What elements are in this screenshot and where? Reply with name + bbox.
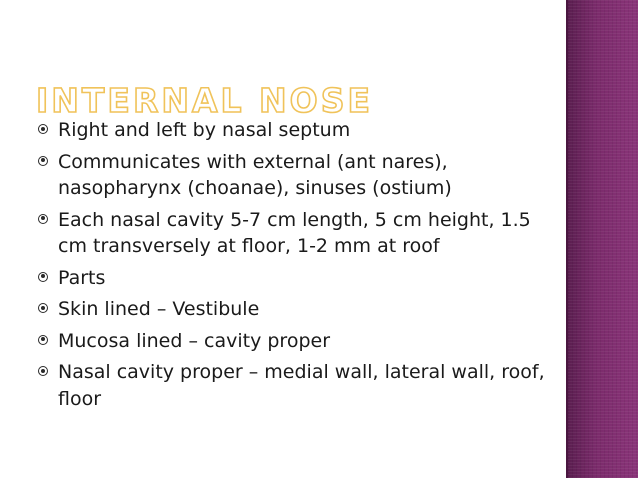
bullet-text: Parts: [58, 266, 106, 289]
bullet-text: Each nasal cavity 5-7 cm length, 5 cm height, 1.5 cm transversely at floor, 1-2 mm at roof: [58, 208, 531, 257]
slide-title: INTERNAL NOSE: [36, 81, 374, 121]
bullet-text: Skin lined – Vestibule: [58, 298, 260, 320]
list-item: [38, 296, 558, 323]
decorative-sidebar: [568, 0, 638, 478]
bullet-text: Nasal cavity proper – medial wall, lateral wall, roof, floor: [58, 361, 545, 410]
bullet-text: Communicates with external (ant nares), nasopharynx (choanae), sinuses (ostium): [58, 150, 452, 199]
bullet-circle-icon: [38, 335, 48, 345]
list-item: [38, 265, 558, 292]
list-item: [38, 328, 558, 355]
bullet-text: Right and left by nasal septum: [58, 119, 351, 141]
bullet-circle-icon: [38, 303, 48, 313]
bullet-list: [38, 117, 558, 417]
list-item: [38, 149, 558, 202]
bullet-circle-icon: [38, 214, 48, 224]
list-item: [38, 207, 558, 260]
bullet-circle-icon: [38, 156, 48, 166]
bullet-circle-icon: [38, 366, 48, 376]
list-item: [38, 359, 558, 412]
bullet-text: Mucosa lined – cavity proper: [58, 329, 331, 352]
list-item: [38, 117, 558, 144]
bullet-circle-icon: [38, 124, 48, 134]
bullet-circle-icon: [38, 272, 48, 282]
